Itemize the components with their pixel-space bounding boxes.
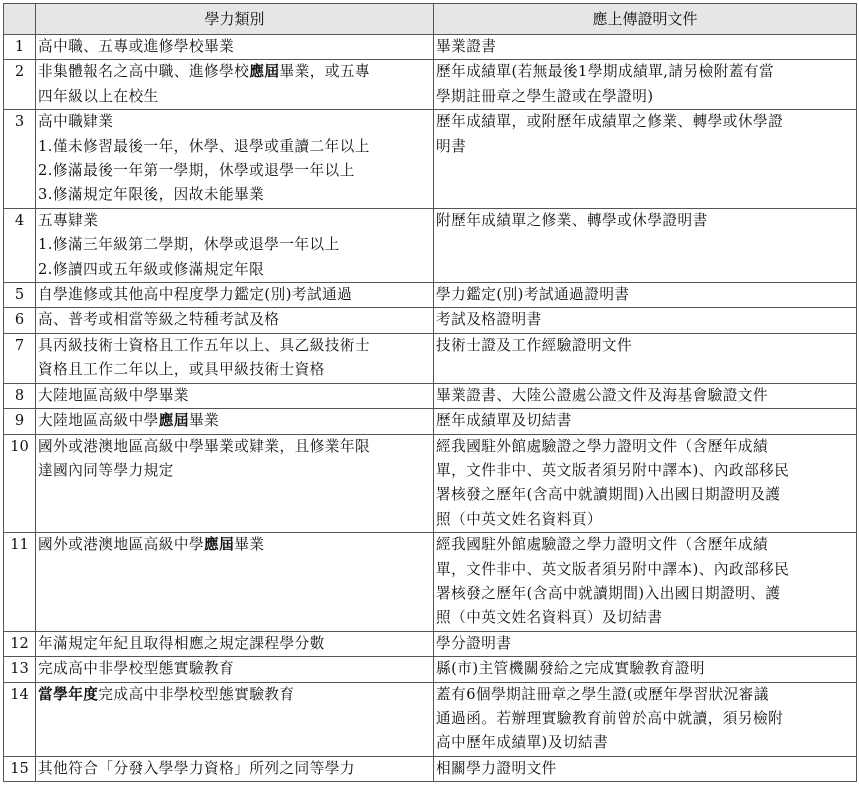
category-line: 年滿規定年紀且取得相應之規定課程學分數: [38, 634, 325, 652]
category-line: 達國內同等學力規定: [38, 461, 174, 479]
document-line: 單，文件非中、英文版者須另附中譯本)、內政部移民: [436, 560, 790, 578]
category-line: 完成高中非學校型態實驗教育: [38, 660, 235, 678]
row-documents: [434, 60, 857, 110]
row-category: [36, 409, 434, 434]
category-line: 國外或港澳地區高級中學畢業或肄業，且修業年限: [38, 437, 371, 455]
category-line: 高、普考或相當等級之特種考試及格: [38, 311, 280, 329]
table-row: [4, 35, 857, 60]
category-line: 大陸地區高級中學畢業: [38, 386, 189, 404]
row-category: [36, 283, 434, 308]
document-line: 縣(市)主管機關發給之完成實驗教育證明: [436, 660, 705, 678]
category-line: 具丙級技術士資格且工作五年以上、具乙級技術士: [38, 336, 371, 354]
row-category: [36, 35, 434, 60]
category-line: 自學進修或其他高中程度學力鑑定(別)考試通過: [38, 286, 353, 304]
row-documents: [434, 409, 857, 434]
row-category: [36, 308, 434, 333]
row-documents: [434, 657, 857, 682]
header-category: 學力類別: [36, 4, 434, 35]
document-line: 畢業證書: [436, 38, 497, 55]
row-category: [36, 208, 434, 282]
row-number: 15: [4, 756, 36, 781]
table-row: [4, 60, 857, 110]
row-documents: [434, 208, 857, 282]
category-line: 四年級以上在校生: [38, 87, 159, 105]
document-line: 學期註冊章之學生證或在學證明): [436, 87, 654, 105]
row-category: [36, 434, 434, 533]
document-line: 署核發之歷年(含高中就讀期間)入出國日期證明、護: [436, 584, 781, 602]
row-number: 4: [4, 208, 36, 282]
document-line: 學力鑑定(別)考試通過證明書: [436, 286, 630, 304]
row-category: [36, 60, 434, 110]
document-line: 通過函。若辦理實驗教育前曾於高中就讀，須另檢附: [436, 709, 784, 727]
row-number: 8: [4, 383, 36, 408]
document-line: 學分證明書: [436, 634, 512, 652]
category-line: [38, 533, 431, 557]
document-line: 照（中英文姓名資料頁）及切結書: [436, 609, 663, 627]
document-line: 照（中英文姓名資料頁）: [436, 510, 603, 528]
emphasis-text: 當學年度: [38, 685, 99, 703]
category-text: 國外或港澳地區高級中學: [38, 536, 205, 554]
category-text: 大陸地區高級中學: [38, 412, 159, 430]
document-line: 高中歷年成績單)及切結書: [436, 734, 609, 752]
row-category: [36, 333, 434, 383]
table-row: [4, 333, 857, 383]
table-row: [4, 682, 857, 756]
category-text: 非集體報名之高中職、進修學校: [38, 63, 250, 81]
table-row: [4, 283, 857, 308]
row-documents: [434, 756, 857, 781]
row-category: [36, 682, 434, 756]
emphasis-text: 應屆: [158, 412, 189, 430]
document-line: 單，文件非中、英文版者須另附中譯本)、內政部移民: [436, 461, 790, 479]
table-row: [4, 383, 857, 408]
row-category: [36, 631, 434, 656]
table-header-row: [4, 4, 857, 35]
category-line: 2.修滿最後一年第一學期，休學或退學一年以上: [38, 162, 355, 180]
row-number: 11: [4, 533, 36, 632]
category-text: 完成高中非學校型態實驗教育: [98, 685, 295, 703]
document-line: 畢業證書、大陸公證處公證文件及海基會驗證文件: [436, 386, 769, 404]
row-documents: [434, 533, 857, 632]
row-category: [36, 533, 434, 632]
row-number: 14: [4, 682, 36, 756]
row-documents: [434, 308, 857, 333]
category-line: 高中職、五專或進修學校畢業: [38, 38, 235, 55]
row-number: 7: [4, 333, 36, 383]
document-line: 經我國駐外館處驗證之學力證明文件（含歷年成績: [436, 536, 769, 554]
document-line: 蓋有6個學期註冊章之學生證(或歷年學習狀況審議: [436, 685, 769, 703]
category-line: [38, 60, 431, 84]
table-row: [4, 110, 857, 209]
category-line: 2.修讀四或五年級或修滿規定年限: [38, 260, 265, 278]
education-credentials-table: [3, 3, 857, 782]
row-documents: [434, 434, 857, 533]
row-category: [36, 383, 434, 408]
table-row: [4, 308, 857, 333]
table-row: [4, 208, 857, 282]
row-number: 13: [4, 657, 36, 682]
row-documents: [434, 283, 857, 308]
category-line: 其他符合「分發入學學力資格」所列之同等學力: [38, 759, 355, 777]
category-line: 1.僅未修習最後一年，休學、退學或重讀二年以上: [38, 137, 370, 155]
row-documents: [434, 110, 857, 209]
row-number: 9: [4, 409, 36, 434]
category-line: 3.修滿規定年限後，因故未能畢業: [38, 186, 265, 204]
table-row: [4, 631, 857, 656]
row-documents: [434, 631, 857, 656]
row-number: 2: [4, 60, 36, 110]
table-row: [4, 409, 857, 434]
row-documents: [434, 35, 857, 60]
row-category: [36, 756, 434, 781]
table-row: [4, 434, 857, 533]
row-number: 5: [4, 283, 36, 308]
row-documents: [434, 333, 857, 383]
document-line: 經我國駐外館處驗證之學力證明文件（含歷年成績: [436, 437, 769, 455]
category-line: [38, 683, 431, 707]
document-line: 附歷年成績單之修業、轉學或休學證明書: [436, 211, 708, 229]
document-line: 歷年成績單(若無最後1學期成績單,請另檢附蓋有當: [436, 63, 775, 81]
document-line: 歷年成績單，或附歷年成績單之修業、轉學或休學證: [436, 113, 784, 131]
row-number: 10: [4, 434, 36, 533]
category-text: 畢業: [234, 536, 265, 554]
row-category: [36, 657, 434, 682]
document-line: 署核發之歷年(含高中就讀期間)入出國日期證明及護: [436, 486, 781, 504]
table-row: [4, 756, 857, 781]
emphasis-text: 應屆: [204, 536, 235, 554]
document-line: 明書: [436, 137, 467, 155]
category-line: 高中職肄業: [38, 113, 114, 131]
category-text: 畢業: [188, 412, 220, 430]
row-documents: [434, 383, 857, 408]
row-number: 3: [4, 110, 36, 209]
table-row: [4, 533, 857, 632]
document-line: 相關學力證明文件: [436, 759, 557, 777]
category-line: 資格且工作二年以上，或具甲級技術士資格: [38, 361, 325, 379]
table-row: [4, 657, 857, 682]
category-line: 1.修滿三年級第二學期，休學或退學一年以上: [38, 236, 340, 254]
document-line: 歷年成績單及切結書: [436, 412, 572, 430]
row-documents: [434, 682, 857, 756]
header-number: [4, 4, 36, 35]
category-text: 畢業，或五專: [279, 63, 371, 81]
row-number: 12: [4, 631, 36, 656]
document-line: 技術士證及工作經驗證明文件: [436, 336, 633, 354]
category-line: [38, 409, 431, 433]
row-number: 6: [4, 308, 36, 333]
header-documents: 應上傳證明文件: [434, 4, 857, 35]
emphasis-text: 應屆: [249, 63, 280, 81]
category-line: 五專肄業: [38, 211, 99, 229]
row-number: 1: [4, 35, 36, 60]
document-line: 考試及格證明書: [436, 311, 542, 329]
row-category: [36, 110, 434, 209]
